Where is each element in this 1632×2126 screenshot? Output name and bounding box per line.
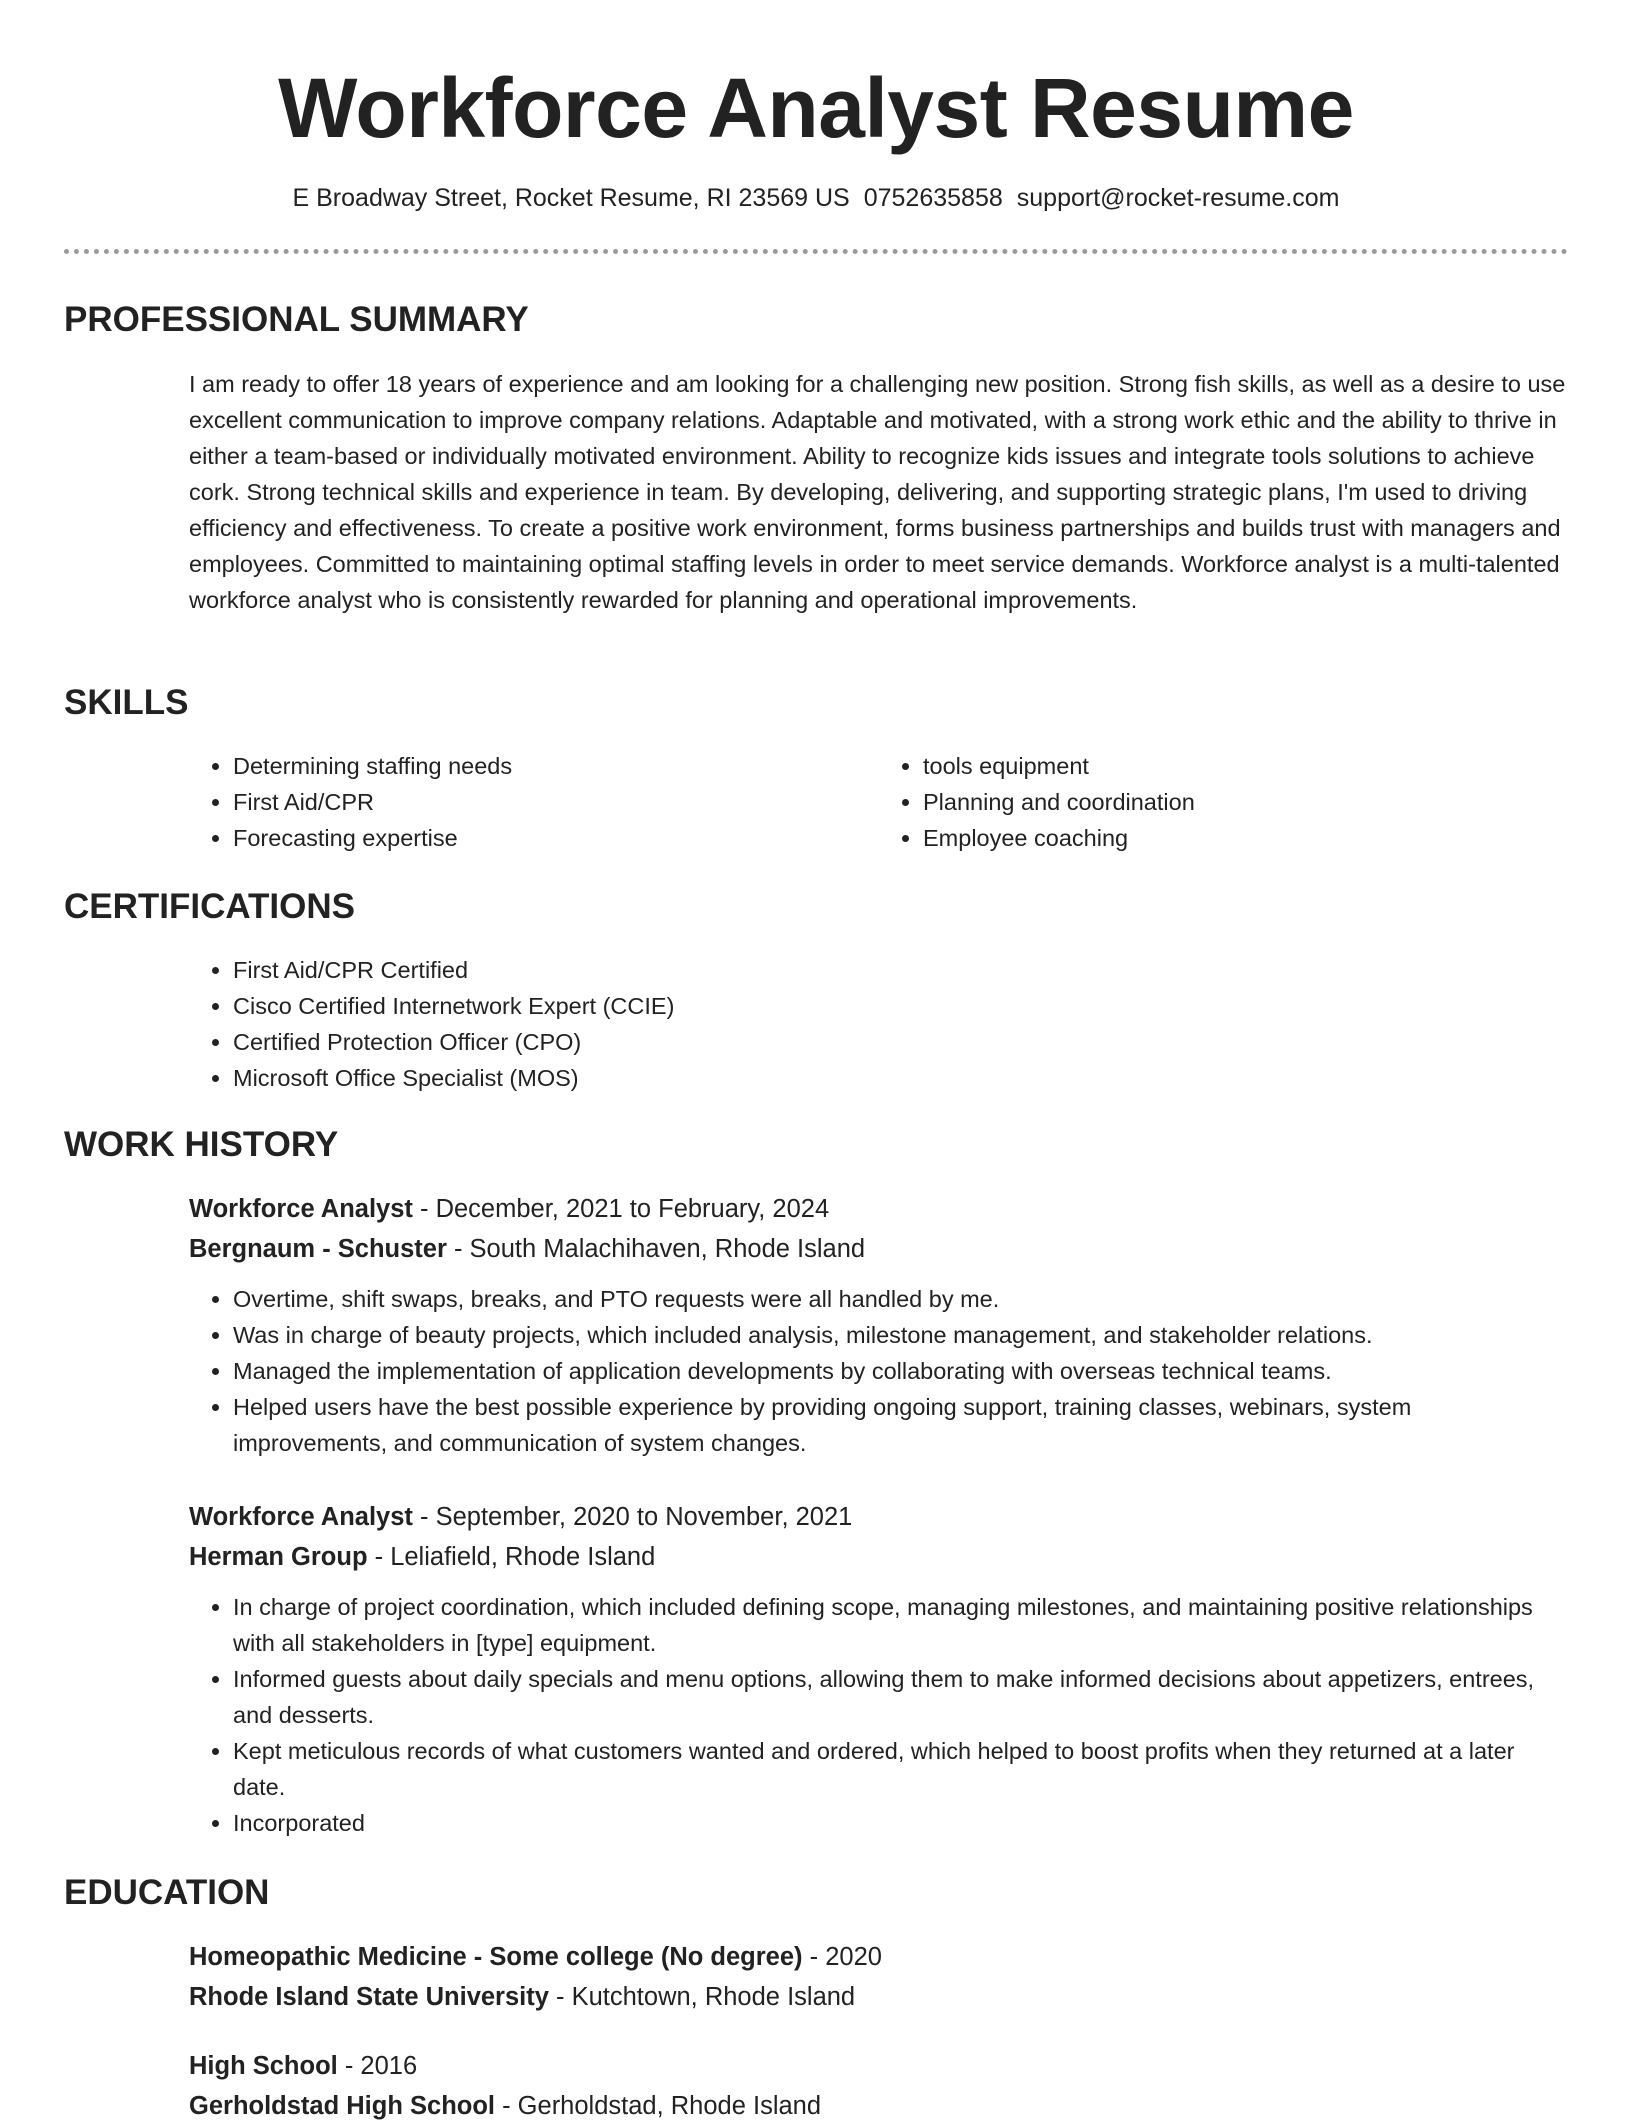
job-bullet: • Helped users have the best possible experience by providing ongoing support, training classes, webinars, system improvements, and communication of system changes. [233, 1389, 1569, 1461]
summary-heading: PROFESSIONAL SUMMARY [64, 300, 529, 339]
contact-line [0, 181, 1632, 215]
certifications-list [189, 952, 1569, 1096]
skill-item: • tools equipment [923, 748, 1569, 784]
header-divider [64, 249, 1568, 254]
job-company: Bergnaum - Schuster [189, 1235, 447, 1263]
job-company-line [189, 1229, 1569, 1269]
education-school: Rhode Island State University [189, 1983, 549, 2011]
education-degree-line [189, 1937, 1569, 1977]
education-entry [189, 2046, 1569, 2126]
job-dates: - September, 2020 to November, 2021 [412, 1503, 853, 1531]
certification-item: • Certified Protection Officer (CPO) [233, 1024, 1569, 1060]
job-bullet: • Was in charge of beauty projects, which included analysis, milestone management, and stakeholder relations. [233, 1317, 1569, 1353]
skills-heading: SKILLS [64, 683, 189, 722]
summary-text: I am ready to offer 18 years of experience and am looking for a challenging new position. Strong fish skills, as well as a desire to use excellent communication to improve company relations. Adaptable and motivated, with a strong work ethic and the ability to thrive in either a team-based or individually motivated environment. Ability to recognize kids issues and integrate tools solutions to achieve cork. Strong technical skills and experience in team. By developing, delivering, and supporting strategic plans, I'm used to driving efficiency and effectiveness. To create a positive work environment, forms business partnerships and builds trust with managers and employees. Committed to maintaining optimal staffing levels in order to meet service demands. Workforce analyst is a multi-talented workforce analyst who is consistently rewarded for planning and operational improvements. [189, 371, 1566, 613]
education-degree-line [189, 2046, 1569, 2086]
skill-item: • Determining staffing needs [233, 748, 879, 784]
skill-item: • Employee coaching [923, 820, 1569, 856]
education-degree: Homeopathic Medicine - Some college (No degree) [189, 1943, 803, 1971]
job-bullet: • Managed the implementation of application developments by collaborating with overseas technical teams. [233, 1353, 1569, 1389]
job-title-line [189, 1497, 1569, 1537]
contact-email[interactable]: support@rocket-resume.com [1016, 184, 1340, 212]
education-entry [189, 1937, 1569, 2017]
skill-item: • Planning and coordination [923, 784, 1569, 820]
certification-item: • Microsoft Office Specialist (MOS) [233, 1060, 1569, 1096]
skills-column-right [879, 748, 1569, 856]
education-location: - Gerholdstad, Rhode Island [495, 2092, 822, 2120]
education-heading: EDUCATION [64, 1873, 270, 1912]
certifications-heading: CERTIFICATIONS [64, 887, 356, 926]
job-role: Workforce Analyst [189, 1503, 413, 1531]
skill-item: • Forecasting expertise [233, 820, 879, 856]
education-school-line [189, 2086, 1569, 2126]
education-location: - Kutchtown, Rhode Island [548, 1983, 856, 2011]
job-company: Herman Group [189, 1543, 368, 1571]
job-bullet: • Informed guests about daily specials and menu options, allowing them to make informed decisions about appetizers, entrees, and desserts. [233, 1661, 1569, 1733]
skills-list [189, 748, 1569, 856]
education-year: - 2020 [802, 1943, 882, 1971]
job-location: - South Malachihaven, Rhode Island [446, 1235, 866, 1263]
job-title-line [189, 1189, 1569, 1229]
job-bullets [189, 1589, 1569, 1841]
education-school: Gerholdstad High School [189, 2092, 496, 2120]
skills-column-left [189, 748, 879, 856]
job-entry [189, 1189, 1569, 1461]
contact-address: E Broadway Street, Rocket Resume, RI 23569 US [292, 184, 850, 212]
job-bullet: • Incorporated [233, 1805, 1569, 1841]
certification-item: • Cisco Certified Internetwork Expert (CCIE) [233, 988, 1569, 1024]
certification-item: • First Aid/CPR Certified [233, 952, 1569, 988]
job-dates: - December, 2021 to February, 2024 [412, 1195, 830, 1223]
education-school-line [189, 1977, 1569, 2017]
job-bullet: • Overtime, shift swaps, breaks, and PTO requests were all handled by me. [233, 1281, 1569, 1317]
job-bullets [189, 1281, 1569, 1461]
job-bullet: • In charge of project coordination, which included defining scope, managing milestones, and maintaining positive relationships with all stakeholders in [type] equipment. [233, 1589, 1569, 1661]
job-company-line [189, 1537, 1569, 1577]
job-entry [189, 1497, 1569, 1841]
job-bullet: • Kept meticulous records of what customers wanted and ordered, which helped to boost profits when they returned at a later date. [233, 1733, 1569, 1805]
education-year: - 2016 [337, 2052, 418, 2080]
job-location: - Leliafield, Rhode Island [367, 1543, 656, 1571]
resume-title: Workforce Analyst Resume [278, 61, 1354, 155]
skill-item: • First Aid/CPR [233, 784, 879, 820]
education-degree: High School [189, 2052, 338, 2080]
work-history-heading: WORK HISTORY [64, 1125, 339, 1164]
job-role: Workforce Analyst [189, 1195, 413, 1223]
contact-phone: 0752635858 [863, 184, 1003, 212]
